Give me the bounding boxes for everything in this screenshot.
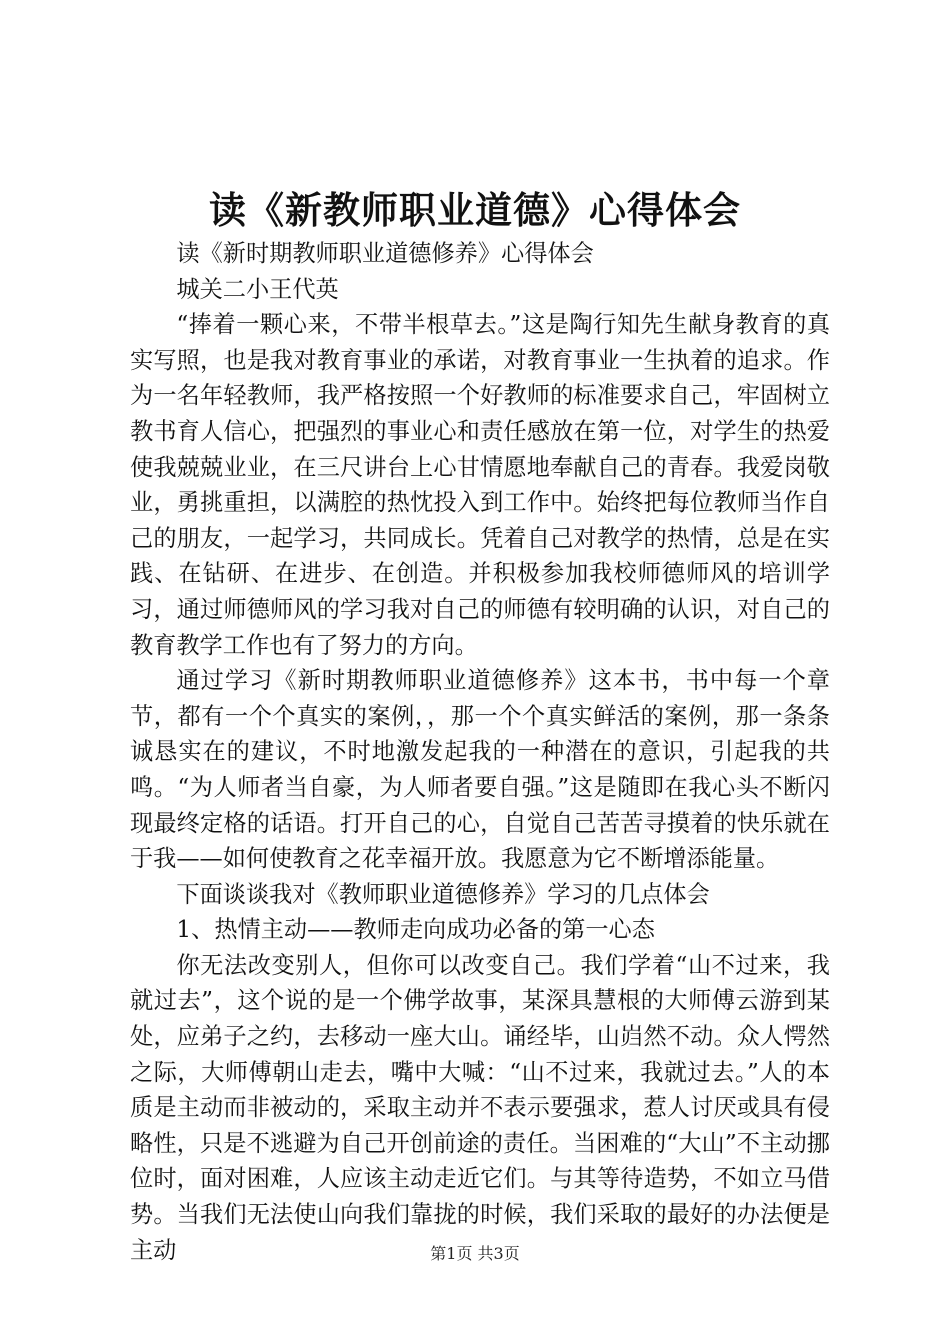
body-paragraph: 通过学习《新时期教师职业道德修养》这本书，书中每一个章节，都有一个个真实的案例，，那一个个真实鲜活的案例，那一条条诚恳实在的建议，不时地激发起我的一种潜在的意识，引起我的共鸣。“为人师者当自豪，为人师者要自强。”这是随即在我心头不断闪现最终定格的话语。打开自己的心，自觉自己苦苦寻摸着的快乐就在于我——如何使教育之花幸福开放。我愿意为它不断增添能量。 [130,667,830,873]
body-paragraph: “捧着一颗心来，不带半根草去。”这是陶行知先生献身教育的真实写照，也是我对教育事业的承诺，对教育事业一生执着的追求。作为一名年轻教师，我严格按照一个好教师的标准要求自己，牢固树立教书育人信心，把强烈的事业心和责任感放在第一位，对学生的热爱使我兢兢业业，在三尺讲台上心甘情愿地奉献自己的青春。我爱岗敬业，勇挑重担，以满腔的热忱投入到工作中。始终把每位教师当作自己的朋友，一起学习，共同成长。凭着自己对教学的热情，总是在实践、在钻研、在进步、在创造。并积极参加我校师德师风的培训学习，通过师德师风的学习我对自己的师德有较明确的认识，对自己的教育教学工作也有了努力的方向。 [130,311,830,659]
document-title: 读《新教师职业道德》心得体会 [209,188,741,232]
section-heading: 1、热情主动——教师走向成功必备的第一心态 [176,916,655,944]
author-paragraph: 城关二小王代英 [176,275,339,303]
section-intro-paragraph: 下面谈谈我对《教师职业道德修养》学习的几点体会 [176,880,710,908]
page-footer: 第1页 共3页 [430,1244,520,1263]
body-paragraph: 你无法改变别人，但你可以改变自己。我们学着“山不过来，我就过去”，这个说的是一个佛学故事，某深具慧根的大师傅云游到某处，应弟子之约，去移动一座大山。诵经毕，山岿然不动。众人愕然之际，大师傅朝山走去，嘴中大喊：“山不过来，我就过去。”人的本质是主动而非被动的，采取主动并不表示要强求，惹人讨厌或具有侵略性，只是不逃避为自己开创前途的责任。当困难的“大山”不主动挪位时，面对困难，人应该主动走近它们。与其等待造势，不如立马借势。当我们无法使山向我们靠拢的时候，我们采取的最好的办法便是主动 [130,951,830,1264]
subtitle-paragraph: 读《新时期教师职业道德修养》心得体会 [176,240,594,267]
document-body [130,236,830,1268]
